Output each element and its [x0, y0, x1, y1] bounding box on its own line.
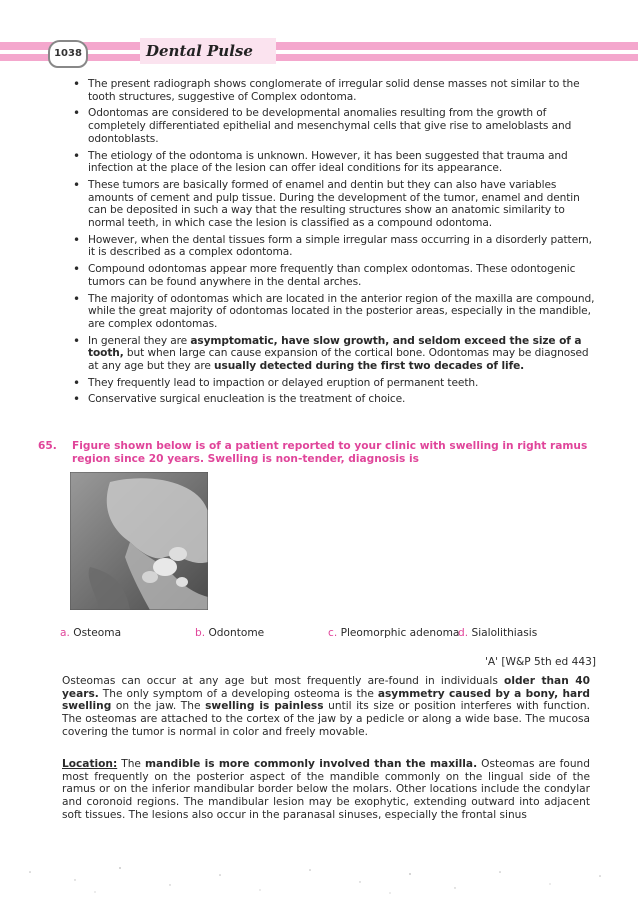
list-item	[0, 179, 638, 230]
list-item	[0, 263, 638, 288]
paragraph-emphasis: older than 40 years.	[62, 675, 591, 700]
bullet-icon: •	[73, 262, 80, 277]
paragraph-text: until its size or position interferes with function. The osteomas are attached to the cortex of the jaw by a pedicle or along a wide base. The mucosa covering the tumor is normal in color and freely movable.	[62, 700, 590, 738]
list-item	[0, 377, 638, 390]
list-item-text: In general they are	[88, 334, 191, 347]
page-footer-noise	[0, 860, 638, 902]
option-text: Odontome	[208, 627, 265, 639]
list-item-text: They frequently lead to impaction or delayed eruption of permanent teeth.	[88, 376, 479, 389]
answer-options	[60, 627, 620, 641]
bullet-icon: •	[73, 333, 80, 348]
header-band	[0, 28, 638, 68]
header-stripe	[0, 54, 638, 61]
bullet-icon: •	[73, 106, 80, 121]
option-d[interactable]	[458, 627, 537, 639]
list-item-text: The present radiograph shows conglomerate of irregular solid dense masses not similar to the tooth structures, suggestive of Complex odontoma.	[88, 78, 580, 103]
list-item	[0, 234, 638, 259]
option-b[interactable]	[195, 627, 264, 639]
option-text: Pleomorphic adenoma	[340, 627, 460, 639]
option-c[interactable]	[328, 627, 459, 639]
book-title: Dental Pulse	[140, 38, 276, 64]
paragraph-text: The only symptom of a developing osteoma is the	[98, 687, 378, 700]
list-item	[0, 150, 638, 175]
paragraph-emphasis: swelling is painless	[205, 700, 324, 713]
bullet-icon: •	[73, 177, 80, 192]
question	[38, 440, 598, 466]
answer-key: 'A' [W&P 5th ed 443]	[484, 656, 596, 668]
list-item-text: These tumors are basically formed of enamel and dentin but they can also have variables amounts of cement and pulp tissue. During the development of the tumor, enamel and dentin can be deposited in such a way that the resulting structures show an anatomic similarity to normal teeth, in which case the lesion is classified as a compound odontoma.	[88, 178, 580, 230]
location-label: Location:	[62, 758, 118, 770]
list-item	[0, 107, 638, 145]
paragraph-text: The	[117, 758, 145, 770]
location-paragraph	[62, 758, 590, 822]
list-item	[0, 393, 638, 406]
paragraph-text: on the jaw. The	[111, 700, 206, 713]
option-letter: a.	[60, 627, 70, 639]
bullet-icon: •	[73, 291, 80, 306]
page-number: 1038	[48, 40, 88, 68]
bullet-icon: •	[73, 392, 80, 407]
list-item-text: The etiology of the odontoma is unknown. However, it has been suggested that trauma and infection at the place of the lesion can offer ideal conditions for its appearance.	[88, 149, 568, 175]
option-letter: b.	[195, 627, 206, 639]
list-item-text: Odontomas are considered to be developmental anomalies resulting from the growth of completely differentiated epithelial and mesenchymal cells that give rise to ameloblasts and odontoblasts.	[88, 107, 572, 145]
explanation-paragraph	[62, 675, 590, 739]
question-text: Figure shown below is of a patient reported to your clinic with swelling in right ramus region since 20 years. Swelling is non-tender, diagnosis is	[72, 440, 588, 465]
list-item	[0, 335, 638, 373]
radiograph-image	[70, 472, 208, 610]
list-item	[0, 293, 638, 331]
paragraph-emphasis: mandible is more commonly involved than the maxilla.	[144, 758, 478, 770]
option-text: Sialolithiasis	[471, 627, 538, 639]
option-a[interactable]	[60, 627, 121, 639]
answer-explanation	[0, 78, 638, 410]
bullet-icon: •	[73, 232, 80, 247]
header-stripe	[0, 42, 638, 50]
question-number: 65.	[38, 440, 57, 452]
list-item-text: Conservative surgical enucleation is the treatment of choice.	[88, 393, 406, 406]
skull-radiograph-icon	[70, 472, 208, 610]
list-item-emphasis: asymptomatic, have slow growth, and seldom exceed the size of a tooth,	[88, 334, 582, 360]
list-item-text: Compound odontomas appear more frequently than complex odontomas. These odontogenic tumors can be found anywhere in the dental arches.	[88, 263, 576, 288]
option-letter: d.	[458, 627, 469, 639]
bullet-list	[0, 78, 638, 406]
bullet-icon: •	[73, 375, 80, 390]
paragraph-emphasis: asymmetry caused by a bony, hard swelling	[62, 687, 590, 713]
option-letter: c.	[328, 627, 338, 639]
paragraph-text: Osteomas can occur at any age but most frequently are-found in individuals	[62, 675, 505, 687]
scan-noise-icon	[0, 860, 638, 902]
list-item	[0, 78, 638, 103]
paragraph-text: Osteomas are found most frequently on the posterior aspect of the mandible commonly on the lingual side of the ramus or on the inferior mandibular border below the molars. Other locations include the condylar and coronoid regions. The mandibular lesion may be exophytic, extending outward into adjacent soft tissues. The lesions also occur in the paranasal sinuses, especially the frontal sinus	[62, 758, 590, 821]
list-item-emphasis: usually detected during the first two decades of life.	[214, 360, 525, 373]
bullet-icon: •	[73, 77, 80, 91]
list-item-text: However, when the dental tissues form a simple irregular mass occurring in a disorderly pattern, it is described as a complex odontoma.	[88, 233, 592, 259]
list-item-text: but when large can cause expansion of the cortical bone. Odontomas may be diagnosed at any age but they are	[88, 347, 589, 373]
option-text: Osteoma	[73, 627, 122, 639]
bullet-icon: •	[73, 148, 80, 163]
list-item-text: The majority of odontomas which are located in the anterior region of the maxilla are compound, while the great majority of odontomas located in the posterior areas, especially in the mandible, are complex odontomas.	[88, 292, 595, 330]
